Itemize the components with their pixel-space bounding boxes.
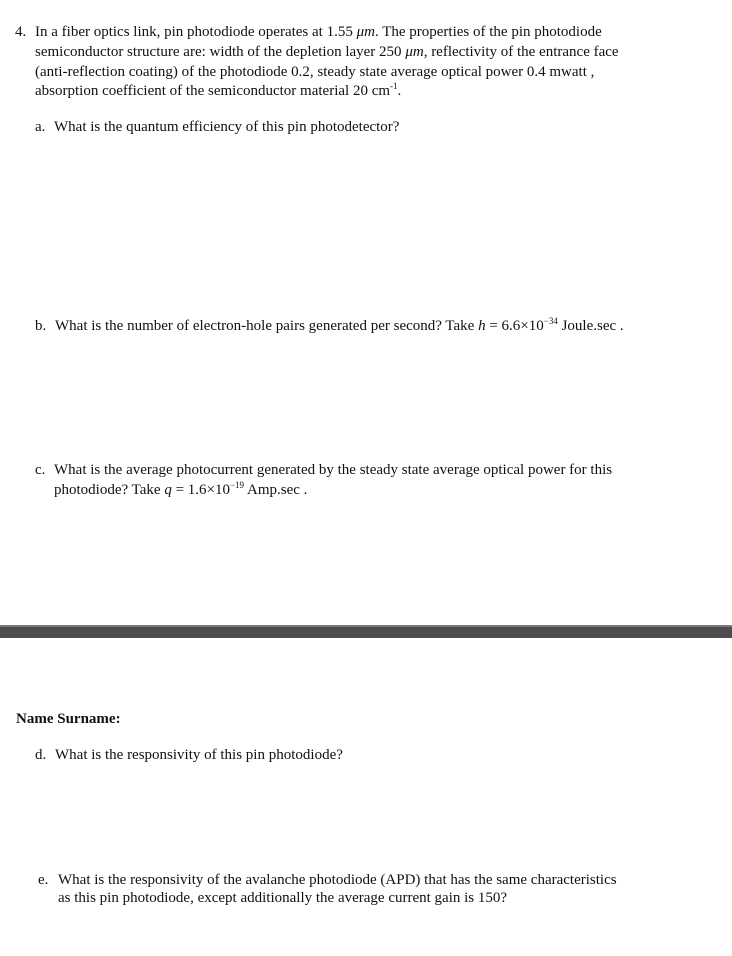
question-text: Amp.sec . bbox=[244, 482, 308, 498]
question-text: . The properties of the pin photodiode bbox=[374, 24, 602, 40]
part-c-line-1: What is the average photocurrent generated by the steady state average optical power for this bbox=[54, 462, 613, 478]
unit-micrometer: μm bbox=[405, 44, 424, 60]
part-e-line-1: What is the responsivity of the avalanche photodiode (APD) that has the same characteristics bbox=[58, 872, 617, 888]
question-text: = 6.6×10 bbox=[485, 318, 544, 334]
part-b-label: b. bbox=[35, 318, 47, 334]
part-c-label: c. bbox=[35, 462, 46, 478]
question-text: . bbox=[397, 83, 402, 99]
question-text: semiconductor structure are: width of the depletion layer 250 bbox=[35, 44, 406, 60]
question-line-2 bbox=[35, 43, 619, 62]
superscript: −19 bbox=[229, 480, 245, 490]
part-c-line-2 bbox=[54, 481, 307, 500]
superscript: -1 bbox=[390, 81, 398, 91]
name-surname-label: Name Surname: bbox=[16, 711, 121, 727]
part-a-text: What is the quantum efficiency of this pin photodetector? bbox=[54, 119, 400, 135]
question-text: absorption coefficient of the semiconductor material 20 cm bbox=[35, 83, 391, 99]
part-d-label: d. bbox=[35, 747, 47, 763]
variable-h: h bbox=[478, 318, 486, 334]
part-d-text: What is the responsivity of this pin photodiode? bbox=[55, 747, 343, 763]
question-text: , reflectivity of the entrance face bbox=[423, 44, 619, 60]
question-text: photodiode? Take bbox=[54, 482, 165, 498]
question-number: 4. bbox=[15, 24, 27, 40]
part-e-label: e. bbox=[38, 872, 49, 888]
question-text: = 1.6×10 bbox=[171, 482, 230, 498]
variable-q: q bbox=[164, 482, 172, 498]
part-b-text bbox=[55, 317, 624, 336]
question-line-1 bbox=[35, 23, 602, 42]
question-line-3: (anti-reflection coating) of the photodiode 0.2, steady state average optical power 0.4 mwatt , bbox=[35, 64, 595, 80]
part-a-label: a. bbox=[35, 119, 46, 135]
superscript: −34 bbox=[543, 316, 558, 326]
question-line-4 bbox=[35, 82, 401, 101]
question-text: What is the number of electron-hole pairs generated per second? Take bbox=[55, 318, 479, 334]
part-e-line-2: as this pin photodiode, except additionally the average current gain is 150? bbox=[58, 890, 508, 906]
unit-micrometer: μm bbox=[356, 24, 375, 40]
question-text: Joule.sec . bbox=[557, 318, 624, 334]
question-text: In a fiber optics link, pin photodiode operates at 1.55 bbox=[35, 24, 357, 40]
page-divider bbox=[0, 625, 732, 638]
